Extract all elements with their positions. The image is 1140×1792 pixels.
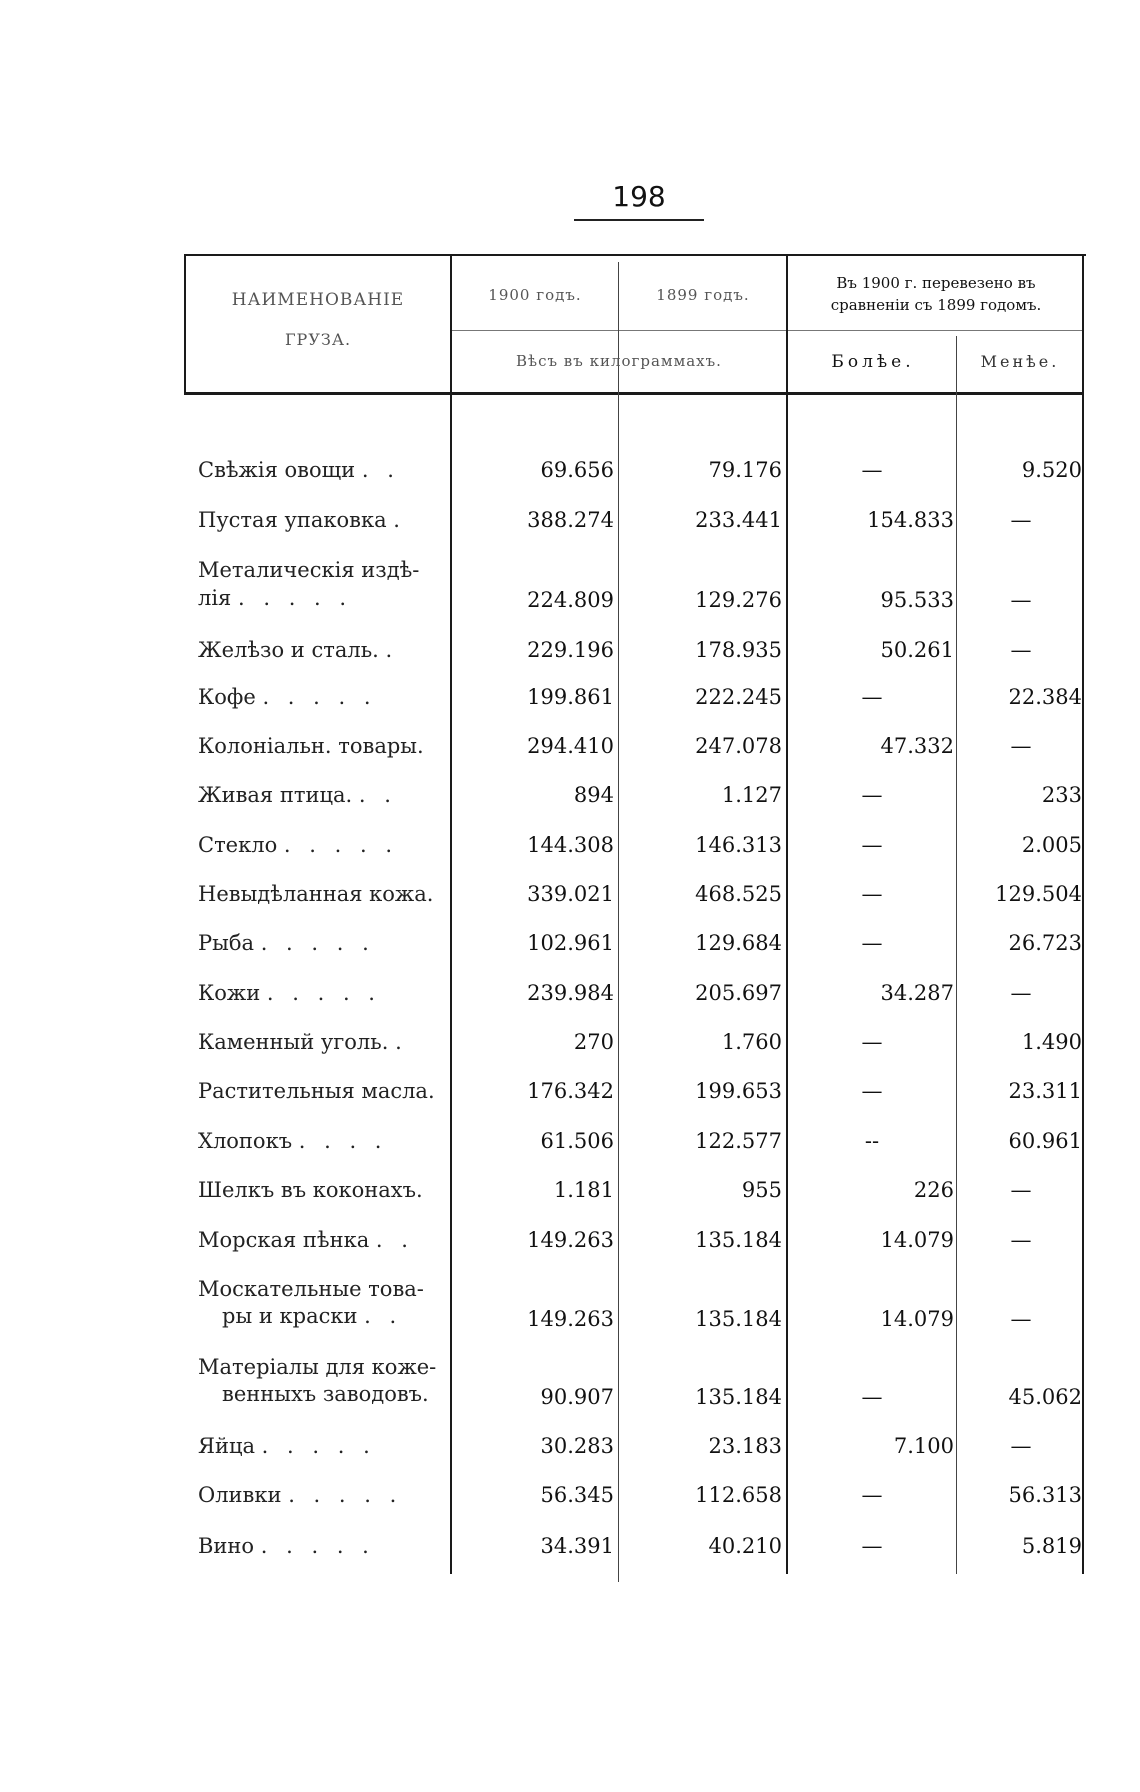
cell-1900: 894 xyxy=(573,783,614,807)
row-cargo-name: Пустая упаковка . xyxy=(198,508,406,532)
row-cargo-name: Рыба . . . . . xyxy=(198,931,375,955)
table-top-border xyxy=(184,254,1086,256)
cell-1900: 1.181 xyxy=(553,1178,614,1202)
header-comparison-line2: сравненіи съ 1899 годомъ. xyxy=(830,296,1042,314)
table-left-border xyxy=(184,254,186,394)
cell-1899: 23.183 xyxy=(708,1434,782,1458)
cell-less: 9.520 xyxy=(1021,458,1082,482)
cell-1899: 247.078 xyxy=(695,734,782,758)
cell-1899: 122.577 xyxy=(695,1129,782,1153)
cell-less: 22.384 xyxy=(1008,685,1082,709)
row-cargo-name: Свѣжія овощи . . xyxy=(198,458,400,482)
cell-more: 95.533 xyxy=(880,588,954,612)
cell-more: -- xyxy=(864,1129,880,1153)
row-cargo-name: Растительныя масла. xyxy=(198,1079,435,1103)
cell-1899: 112.658 xyxy=(695,1483,782,1507)
cell-less: — xyxy=(1010,508,1032,532)
row-cargo-name: Вино . . . . . xyxy=(198,1534,375,1558)
row-cargo-name: Живая птица. . . xyxy=(198,783,397,807)
cell-more: 34.287 xyxy=(880,981,954,1005)
cell-more: 154.833 xyxy=(867,508,954,532)
cell-less: — xyxy=(1010,1307,1032,1331)
col-divider-1899 xyxy=(786,254,788,1574)
page-number-rule xyxy=(574,219,704,221)
header-comparison-line1: Въ 1900 г. перевезено въ xyxy=(836,274,1036,292)
cell-1900: 61.506 xyxy=(540,1129,614,1153)
cell-less: 45.062 xyxy=(1008,1385,1082,1409)
cell-less: 56.313 xyxy=(1008,1483,1082,1507)
cell-1900: 149.263 xyxy=(527,1228,614,1252)
row-cargo-name: Желѣзо и сталь. . xyxy=(198,638,399,662)
cell-more: 50.261 xyxy=(880,638,954,662)
row-cargo-name: Кожи . . . . . xyxy=(198,981,381,1005)
cell-1899: 955 xyxy=(741,1178,782,1202)
table-right-border xyxy=(1082,254,1084,1574)
header-more: Болѣе. xyxy=(831,352,915,372)
cell-more: 226 xyxy=(913,1178,954,1202)
cell-more: 47.332 xyxy=(880,734,954,758)
cell-1900: 30.283 xyxy=(540,1434,614,1458)
cell-1899: 222.245 xyxy=(695,685,782,709)
cell-1899: 79.176 xyxy=(708,458,782,482)
cell-1900: 144.308 xyxy=(527,833,614,857)
cell-1899: 199.653 xyxy=(695,1079,782,1103)
header-year-1900: 1900 годъ. xyxy=(488,286,582,304)
row-cargo-name: Шелкъ въ коконахъ. xyxy=(198,1178,423,1202)
row-cargo-name: Яйца . . . . . xyxy=(198,1434,376,1458)
cell-1899: 135.184 xyxy=(695,1385,782,1409)
cell-less: — xyxy=(1010,638,1032,662)
cell-less: 233 xyxy=(1041,783,1082,807)
header-year-1899: 1899 годъ. xyxy=(656,286,750,304)
cell-more: — xyxy=(861,833,883,857)
row-cargo-name: Хлопокъ . . . . xyxy=(198,1129,388,1153)
cell-1900: 34.391 xyxy=(540,1534,614,1558)
cell-more: — xyxy=(861,1534,883,1558)
cell-1900: 339.021 xyxy=(527,882,614,906)
cell-1899: 205.697 xyxy=(695,981,782,1005)
cell-more: — xyxy=(861,1483,883,1507)
cell-1899: 129.276 xyxy=(695,588,782,612)
cell-less: 60.961 xyxy=(1008,1129,1082,1153)
cell-1900: 149.263 xyxy=(527,1307,614,1331)
page-number: 198 xyxy=(612,180,666,213)
row-cargo-name-line1: Москательные това- xyxy=(198,1277,424,1301)
cell-more: — xyxy=(861,685,883,709)
cell-1900: 90.907 xyxy=(540,1385,614,1409)
cell-1899: 1.127 xyxy=(721,783,782,807)
cell-1900: 294.410 xyxy=(527,734,614,758)
cell-more: — xyxy=(861,783,883,807)
row-cargo-name: Колоніальн. товары. xyxy=(198,734,424,758)
cell-1899: 233.441 xyxy=(695,508,782,532)
cell-less: 1.490 xyxy=(1021,1030,1082,1054)
cell-1900: 199.861 xyxy=(527,685,614,709)
header-less: Менѣе. xyxy=(980,352,1060,371)
col-divider-more xyxy=(956,336,957,1574)
cell-1900: 56.345 xyxy=(540,1483,614,1507)
cell-more: — xyxy=(861,458,883,482)
cell-1899: 129.684 xyxy=(695,931,782,955)
row-cargo-name-line1: Металическія издѣ- xyxy=(198,558,420,582)
cell-more: — xyxy=(861,1030,883,1054)
row-cargo-name: Оливки . . . . . xyxy=(198,1483,403,1507)
cell-1900: 239.984 xyxy=(527,981,614,1005)
cell-more: 14.079 xyxy=(880,1228,954,1252)
cell-1900: 229.196 xyxy=(527,638,614,662)
cell-1899: 135.184 xyxy=(695,1307,782,1331)
cell-1899: 146.313 xyxy=(695,833,782,857)
row-cargo-name: ры и краски . . xyxy=(222,1304,403,1328)
cell-1899: 1.760 xyxy=(721,1030,782,1054)
cell-1900: 102.961 xyxy=(527,931,614,955)
col-divider-name xyxy=(450,254,452,1574)
cell-1899: 40.210 xyxy=(708,1534,782,1558)
col-divider-1900 xyxy=(618,262,619,1582)
row-cargo-name: лія . . . . . xyxy=(198,586,353,610)
cell-1899: 468.525 xyxy=(695,882,782,906)
cell-less: 5.819 xyxy=(1021,1534,1082,1558)
header-name-line1: НАИМЕНОВАНІЕ xyxy=(231,290,405,310)
cell-less: — xyxy=(1010,1228,1032,1252)
cell-1900: 224.809 xyxy=(527,588,614,612)
header-mid-rule xyxy=(452,330,1082,331)
cell-1900: 69.656 xyxy=(540,458,614,482)
cell-less: 2.005 xyxy=(1021,833,1082,857)
cell-less: 23.311 xyxy=(1008,1079,1082,1103)
row-cargo-name: Невыдѣланная кожа. xyxy=(198,882,434,906)
row-cargo-name: Стекло . . . . . xyxy=(198,833,398,857)
row-cargo-name: Морская пѣнка . . xyxy=(198,1228,414,1252)
cell-more: — xyxy=(861,882,883,906)
header-weight-kg: Вѣсъ въ килограммахъ. xyxy=(516,352,722,370)
cell-less: 129.504 xyxy=(995,882,1082,906)
cell-less: — xyxy=(1010,1434,1032,1458)
cell-1900: 176.342 xyxy=(527,1079,614,1103)
cell-more: — xyxy=(861,1079,883,1103)
cell-less: — xyxy=(1010,981,1032,1005)
cell-1899: 135.184 xyxy=(695,1228,782,1252)
header-bottom-border xyxy=(184,392,1082,395)
cell-less: — xyxy=(1010,588,1032,612)
row-cargo-name: Кофе . . . . . xyxy=(198,685,377,709)
cell-less: — xyxy=(1010,1178,1032,1202)
cell-1900: 270 xyxy=(573,1030,614,1054)
row-cargo-name-line1: Матеріалы для коже- xyxy=(198,1355,437,1379)
cell-1899: 178.935 xyxy=(695,638,782,662)
cell-less: 26.723 xyxy=(1008,931,1082,955)
cell-1900: 388.274 xyxy=(527,508,614,532)
cell-less: — xyxy=(1010,734,1032,758)
row-cargo-name: венныхъ заводовъ. xyxy=(222,1382,429,1406)
header-name-line2: ГРУЗА. xyxy=(284,330,352,349)
cell-more: — xyxy=(861,931,883,955)
cell-more: — xyxy=(861,1385,883,1409)
cell-more: 7.100 xyxy=(893,1434,954,1458)
row-cargo-name: Каменный уголь. . xyxy=(198,1030,408,1054)
cell-more: 14.079 xyxy=(880,1307,954,1331)
